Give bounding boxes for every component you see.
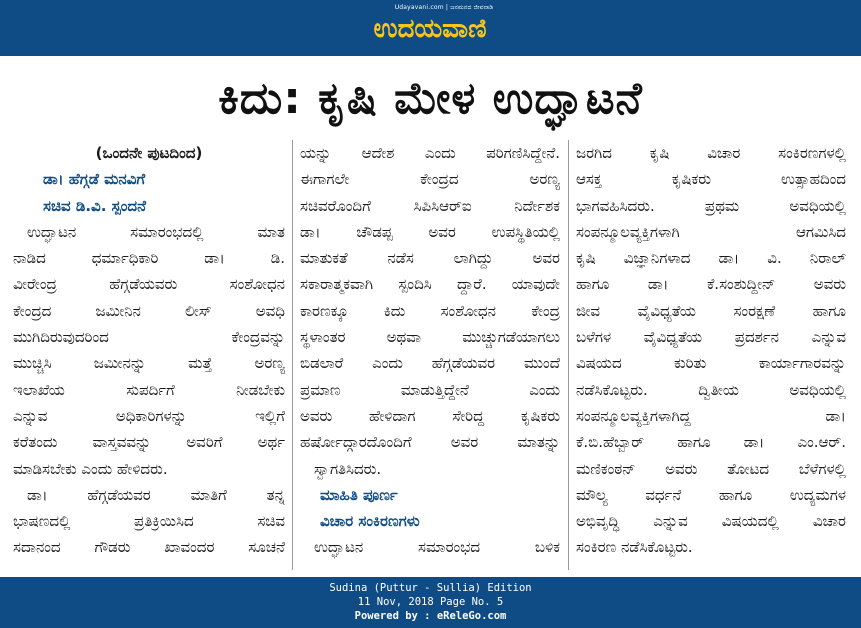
body-text-line: ಸಕಾರಾತ್ಮಕವಾಗಿ ಸ್ಪಂದಿಸಿ ದ್ದಾರೆ. ಯಾವುದೇ	[300, 275, 560, 294]
body-text-line: ಸಂಪನ್ಮೂಲವ್ಯಕ್ತಿಗಳಾಗಿ ಆಗಮಿಸಿದ	[576, 222, 846, 241]
body-text-line: ಕೆ.ಬಿ.ಹೆಬ್ಬಾರ್ ಹಾಗೂ ಡಾ। ಎಂ.ಆರ್.	[576, 433, 846, 452]
body-text-line: ಕೇಂದ್ರದ ಜಮೀನಿನ ಲೀಸ್ ಅವಧಿ	[13, 301, 285, 320]
body-text-line: ಸಚಿವರೊಂದಿಗೆ ಸಿಪಿಸಿಆರ್‌ಐ ನಿರ್ದೇಶಕ	[300, 196, 560, 215]
masthead-bar	[0, 0, 861, 56]
body-text-line: ಈಗಾಗಲೇ ಕೇಂದ್ರದ ಅರಣ್ಯ	[300, 170, 560, 189]
body-text-line: ವಿಷಯದ ಕುರಿತು ಕಾರ್ಯಾಗಾರವನ್ನು	[576, 354, 846, 373]
body-text-line: ನಡೆಸಿಕೊಟ್ಟರು. ದ್ವಿತೀಯ ಅವಧಿಯಲ್ಲಿ	[576, 380, 846, 399]
body-text-line: ಕೃಷಿ ವಿಜ್ಞಾನಿಗಳಾದ ಡಾ। ವಿ. ನಿರಾಲ್	[576, 249, 846, 268]
body-text-line: ಜೀವ ವೈವಿಧ್ಯತೆಯ ಸಂರಕ್ಷಣೆ ಹಾಗೂ	[576, 301, 846, 320]
article-headline: ಕಿದು: ಕೃಷಿ ಮೇಳ ಉದ್ಘಾಟನೆ	[218, 73, 643, 124]
body-text-line: ನಾಡಿದ ಧರ್ಮಾಧಿಕಾರಿ ಡಾ। ಡಿ.	[13, 249, 285, 268]
body-text-line: ಹರ್ಷೋದ್ಗಾರದೊಂದಿಗೆ ಅವರ ಮಾತನ್ನು	[300, 433, 560, 452]
body-text-line: ಭಾಗವಹಿಸಿದರು. ಪ್ರಥಮ ಅವಧಿಯಲ್ಲಿ	[576, 196, 846, 215]
article-column-2	[300, 140, 560, 561]
body-text-line: ಸ್ಥಳಾಂತರ ಅಥವಾ ಮುಚ್ಚುಗಡೆಯಾಗಲು	[300, 328, 560, 347]
body-text-line: ಪ್ರಮಾಣ ಮಾಡುತ್ತಿದ್ದೇನೆ ಎಂದು	[300, 380, 560, 399]
body-text-line: ಸದಾನಂದ ಗೌಡರು ಖಾವಂದರ ಸೂಚನೆ	[13, 538, 285, 557]
powered-by-link[interactable]: Powered by : eReleGo.com	[354, 610, 507, 622]
body-text-line: ಇಲಾಖೆಯ ಸುಪರ್ದಿಗೆ ನೀಡಬೇಕು	[13, 380, 285, 399]
article-column-3	[576, 140, 846, 561]
column-divider	[568, 140, 569, 570]
body-text-line: ಸ್ವಾಗತಿಸಿದರು.	[314, 459, 382, 478]
logo-tagline: Udayavani.com | ಜನಮನದ ಜೀವನಾಡಿ	[394, 4, 494, 11]
body-text-line: ಭಾಷಣದಲ್ಲಿ ಪ್ರತಿಕ್ರಿಯಿಸಿದ ಸಚಿವ	[13, 512, 285, 531]
article-column-1	[13, 140, 285, 561]
body-text-line: ಹಾಗೂ ಡಾ। ಕೆ.ಸಂಶುದ್ದೀನ್ ಅವರು	[576, 275, 846, 294]
subheading-line: ಸಚಿವ ಡಿ.ವಿ. ಸ್ಪಂದನೆ	[43, 196, 147, 215]
subheading-line: ವಿಚಾರ ಸಂಕಿರಣಗಳು	[320, 512, 420, 531]
body-text-line: ಸಂಪನ್ಮೂಲವ್ಯಕ್ತಿಗಳಾಗಿದ್ದ ಡಾ।	[576, 406, 846, 425]
body-text-line: ಮುಗಿದಿರುವುದರಿಂದ ಕೇಂದ್ರವನ್ನು	[13, 328, 285, 347]
body-text-line: ಎನ್ನುವ ಅಧಿಕಾರಿಗಳನ್ನು ಇಲ್ಲಿಗೆ	[13, 406, 285, 425]
continued-from-label: (ಒಂದನೇ ಪುಟದಿಂದ)	[95, 144, 203, 162]
udayavani-logo[interactable]	[345, 4, 515, 50]
body-text-line: ಯನ್ನು ಆದೇಶ ಎಂದು ಪರಿಗಣಿಸಿದ್ದೇನೆ.	[300, 144, 560, 162]
body-text-line: ಅಭಿವೃದ್ಧಿ ಎನ್ನುವ ವಿಷಯದಲ್ಲಿ ವಿಚಾರ	[576, 512, 846, 531]
body-text-line: ಕಾರಣಕ್ಕೂ ಕಿದು ಸಂಶೋಧನ ಕೇಂದ್ರ	[300, 301, 560, 320]
body-text-line: ಡಾ। ಹೆಗ್ಗಡೆಯವರ ಮಾತಿಗೆ ತನ್ನ	[27, 485, 285, 504]
edition-name: Sudina (Puttur - Sullia) Edition	[329, 582, 532, 594]
body-text-line: ಮಾತುಕತೆ ನಡೆಸ ಲಾಗಿದ್ದು ಅವರ	[300, 249, 560, 268]
body-text-line: ಬಿಡಲಾರೆ ಎಂದು ಹೆಗ್ಗಡೆಯವರ ಮುಂದೆ	[300, 354, 560, 373]
body-text-line: ಡಾ। ಚೌಡಪ್ಪ ಅವರ ಉಪಸ್ಥಿತಿಯಲ್ಲಿ	[300, 222, 560, 241]
body-text-line: ಮೌಲ್ಯ ವರ್ಧನೆ ಹಾಗೂ ಉದ್ಯಮಗಳ	[576, 485, 846, 504]
body-text-line: ಮಣಿಕಂಠನ್ ಅವರು ತೋಟದ ಬೆಳೆಗಳಲ್ಲಿ	[576, 459, 846, 478]
subheading-line: ಡಾ। ಹೆಗ್ಗಡೆ ಮನವಿಗೆ	[43, 170, 146, 189]
body-text-line: ವೀರೇಂದ್ರ ಹೆಗ್ಗಡೆಯವರು ಸಂಶೋಧನ	[13, 275, 285, 294]
body-text-line: ಸಂಕಿರಣ ನಡೆಸಿಕೊಟ್ಟರು.	[576, 538, 693, 557]
body-text-line: ಜರಗಿದ ಕೃಷಿ ವಿಚಾರ ಸಂಕಿರಣಗಳಲ್ಲಿ	[576, 144, 846, 162]
body-text-line: ಅವರು ಹೇಳಿದಾಗ ಸೇರಿದ್ದ ಕೃಷಿಕರು	[300, 406, 560, 425]
edition-footer	[0, 577, 861, 628]
body-text-line: ಉದ್ಘಾಟನ ಸಮಾರಂಭದಲ್ಲಿ ಮಾತ	[27, 222, 285, 241]
body-text-line: ಮಾಡಿಸಬೇಕು ಎಂದು ಹೇಳಿದರು.	[13, 459, 168, 478]
edition-date-page: 11 Nov, 2018 Page No. 5	[357, 596, 504, 608]
column-divider	[292, 140, 293, 570]
body-text-line: ಮುಚ್ಚಿಸಿ ಜಮೀನನ್ನು ಮತ್ತೆ ಅರಣ್ಯ	[13, 354, 285, 373]
body-text-line: ಬಳೆಗಳ ವೈವಿಧ್ಯತೆಯ ಪ್ರದರ್ಶನ ಎನ್ನುವ	[576, 328, 846, 347]
logo-text: ಉದಯವಾಣಿ	[373, 14, 487, 44]
body-text-line: ಆಸಕ್ತ ಕೃಷಿಕರು ಉತ್ಸಾಹದಿಂದ	[576, 170, 846, 189]
body-text-line: ಉದ್ಘಾಟನ ಸಮಾರಂಭದ ಬಳಿಕ	[314, 538, 560, 557]
subheading-line: ಮಾಹಿತಿ ಪೂರ್ಣ	[320, 485, 398, 504]
body-text-line: ಕರೆತಂದು ವಾಸ್ತವವನ್ನು ಅವರಿಗೆ ಅರ್ಥ	[13, 433, 285, 452]
